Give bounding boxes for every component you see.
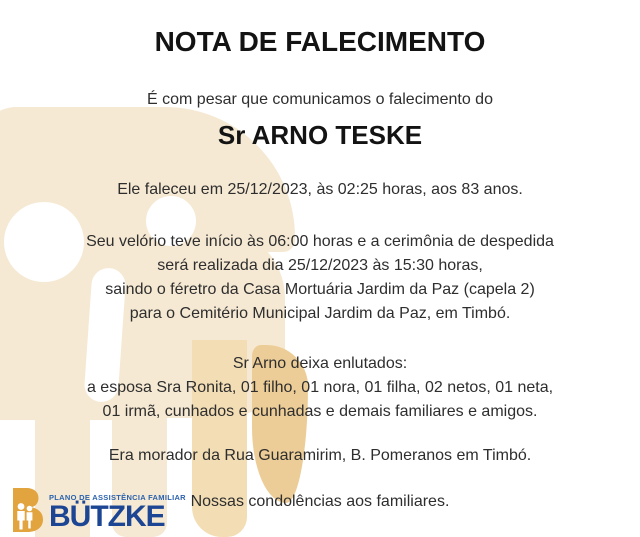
mourners-line: 01 irmã, cunhados e cunhadas e demais familiares e amigos. bbox=[102, 403, 538, 420]
ceremony-line: será realizada dia 25/12/2023 às 15:30 horas, bbox=[157, 257, 483, 274]
mourners-line: a esposa Sra Ronita, 01 filho, 01 nora, 01 filha, 02 netos, 01 neta, bbox=[86, 379, 554, 396]
logo-brand: BÜTZKE bbox=[49, 500, 165, 533]
page-title: NOTA DE FALECIMENTO bbox=[154, 26, 486, 57]
family-b-icon bbox=[10, 487, 46, 533]
ceremony-line: Seu velório teve início às 06:00 horas e a cerimônia de despedida bbox=[86, 233, 554, 250]
ceremony-paragraph bbox=[0, 230, 640, 326]
residence-line: Era morador da Rua Guaramirim, B. Pomeranos em Timbó. bbox=[108, 447, 532, 464]
logo-tagline: PLANO DE ASSISTÊNCIA FAMILIAR bbox=[49, 493, 186, 502]
logo-text bbox=[49, 487, 186, 532]
condolences-line: Nossas condolências aos familiares. bbox=[190, 493, 450, 510]
ceremony-line: para o Cemitério Municipal Jardim da Paz, em Timbó. bbox=[129, 305, 511, 322]
deceased-name: Sr ARNO TESKE bbox=[217, 120, 423, 150]
death-info-line: Ele faleceu em 25/12/2023, às 02:25 horas, aos 83 anos. bbox=[117, 181, 523, 198]
intro-line: É com pesar que comunicamos o falecimento do bbox=[147, 91, 493, 108]
mourners-paragraph bbox=[0, 352, 640, 424]
butzke-logo bbox=[10, 487, 186, 533]
mourners-line: Sr Arno deixa enlutados: bbox=[232, 355, 408, 372]
ceremony-line: saindo o féretro da Casa Mortuária Jardim da Paz (capela 2) bbox=[105, 281, 535, 298]
